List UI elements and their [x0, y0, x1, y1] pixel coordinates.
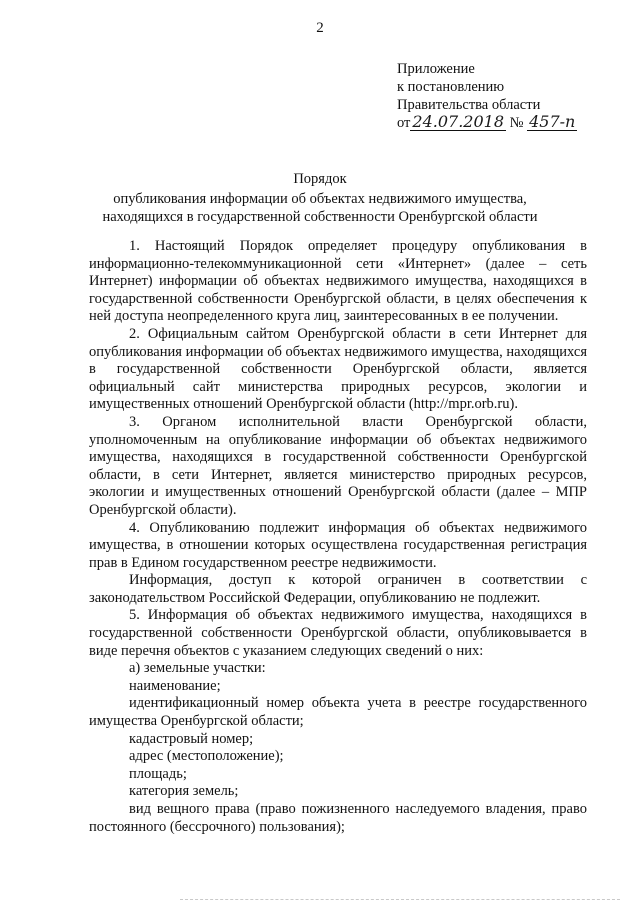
paragraph-1: 1. Настоящий Порядок определяет процедуру опубликования в информационно-телекоммуникационной сети «Интернет» (далее – сеть Интернет) информации об объектах недвижимого имущества, находящихся в государственной собственности Оренбургской области, в целях обеспечения к ней доступа неопределенного круга лиц, заинтересованных в ее получении. [89, 238, 587, 325]
list-item: наименование; [129, 677, 221, 694]
number-prefix: № [509, 115, 524, 131]
title-subtitle-line-2: находящихся в государственной собственности Оренбургской области [102, 209, 538, 225]
paragraph-4: 4. Опубликованию подлежит информация об объектах недвижимого имущества, в отношении которых осуществлена государственная регистрация прав в Едином государственном реестре недвижимости. [89, 519, 587, 571]
appendix-line-3: Правительства области [397, 97, 541, 113]
list-item-land-plots: а) земельные участки: [129, 660, 266, 677]
from-prefix: от [397, 115, 411, 131]
page-number: 2 [316, 20, 324, 36]
paragraph-3: 3. Органом исполнительной власти Оренбургской области, уполномоченным на опубликование информации об объектах недвижимого имущества, находящихся в государственной собственности Оренбургской области, в сети Интернет, является министерство природных ресурсов, экологии и имущественных отношений Оренбургской области (далее – МПР Оренбургской области). [89, 413, 587, 518]
document-title [0, 170, 640, 226]
list-item: категория земель; [129, 783, 239, 800]
scan-artifact-line [180, 899, 620, 902]
appendix-line-1: Приложение [397, 61, 475, 77]
handwritten-number: 457-п [529, 112, 576, 131]
title-heading: Порядок [293, 171, 347, 187]
list-item: площадь; [129, 765, 187, 782]
paragraph-2: 2. Официальным сайтом Оренбургской области в сети Интернет для опубликования информации об объектах недвижимого имущества, находящихся в государственной собственности Оренбургской области, является официальный сайт министерства природных ресурсов, экологии и имущественных отношений Оренбургской области (http://mpr.orb.ru). [89, 325, 587, 413]
appendix-line-2: к постановлению [397, 79, 505, 95]
title-subtitle-line-1: опубликования информации об объектах недвижимого имущества, [113, 191, 527, 207]
paragraph-4-note: Информация, доступ к которой ограничен в соответствии с законодательством Российской Федерации, опубликованию не подлежит. [89, 572, 587, 606]
paragraph-5: 5. Информация об объектах недвижимого имущества, находящихся в государственной собственности Оренбургской области, опубликовывается в виде перечня объектов с указанием следующих сведений о них: [89, 607, 587, 659]
list-item: идентификационный номер объекта учета в реестре государственного имущества Оренбургской области; [89, 695, 587, 730]
handwritten-date: 24.07.2018 [412, 112, 505, 131]
list-item: адрес (местоположение); [129, 748, 284, 765]
appendix-block [397, 60, 577, 132]
document-body [89, 238, 587, 836]
list-item: кадастровый номер; [129, 730, 254, 747]
list-item: вид вещного права (право пожизненного наследуемого владения, право постоянного (бессрочного) пользования); [89, 801, 587, 835]
appendix-date-line [397, 114, 577, 132]
